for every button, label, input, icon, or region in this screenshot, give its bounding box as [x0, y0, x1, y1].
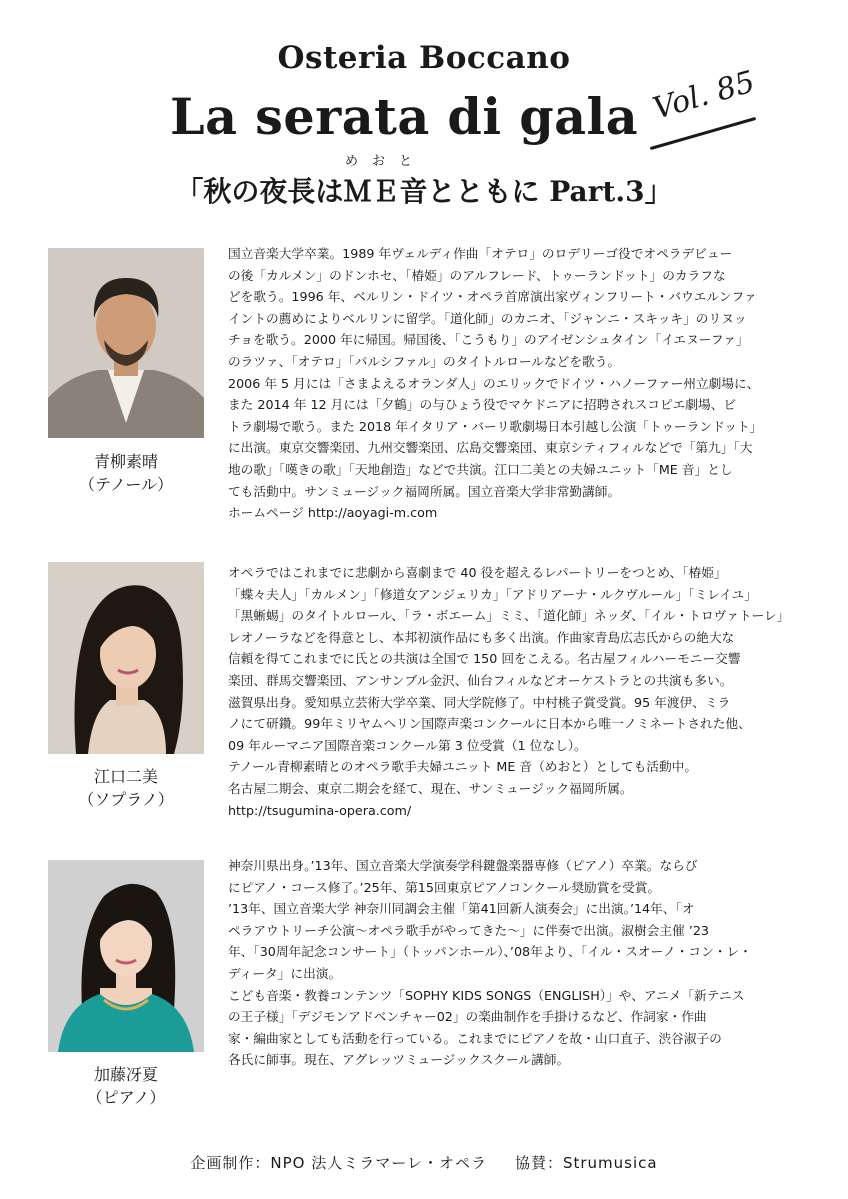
bio-line: ペラアウトリーチ公演～オペラ歌手がやってきた～」に伴奏で出演。淑樹会主催 ’23 [228, 922, 709, 938]
bio-line: ’13年、国立音楽大学 神奈川同調会主催「第41回新人演奏会」に出演。’14年、「オ [228, 901, 695, 917]
bio-line: ノにて研鑽。99年ミリヤムヘリン国際声楽コンクールに日本から唯一ノミネートされた他、 [228, 716, 751, 732]
bio-line: 2006 年 5 月には「さまよえるオランダ人」のエリックでドイツ・ハノーファー州立劇場に、 [228, 375, 760, 391]
portrait-pianist [48, 860, 204, 1052]
performer-name: 加藤冴夏 [93, 1065, 158, 1084]
bio-line: チョを歌う。2000 年に帰国。帰国後、「こうもり」のアイゼンシュタイン「イエヌーファ」 [228, 332, 749, 348]
bio-line: 楽団、群馬交響楽団、アンサンブル金沢、仙台フィルなどオーケストラとの共演も多い。 [228, 672, 733, 688]
footer-credits [0, 1152, 848, 1173]
sponsor-credit: 協賛：Strumusica [514, 1154, 658, 1172]
volume-number: Vol. 85 [649, 64, 759, 127]
bio-line: イントの薦めによりベルリンに留学。「道化師」のカニオ、「ジャンニ・スキッキ」のリヌッ [228, 310, 747, 326]
subtitle-before: 「秋の夜長は [175, 175, 344, 208]
subtitle-ruby: めおと [344, 154, 426, 169]
bio-line: の後「カルメン」のドンホセ、「椿姫」のアルフレード、トゥーランドット」のカラフな [228, 267, 726, 283]
performer-bio [228, 562, 798, 821]
bio-line: にピアノ・コース修了。’25年、第15回東京ピアノコンクール奨励賞を受賞。 [228, 879, 661, 895]
portrait-soprano [48, 562, 204, 754]
performer-bio [228, 243, 798, 524]
portrait-tenor [48, 248, 204, 438]
bio-line: 名古屋二期会、東京二期会を経て、現在、サンミュージック福岡所属。 [228, 780, 633, 796]
bio-line: どを歌う。1996 年、ベルリン・ドイツ・オペラ首席演出家ヴィンフリート・バウエルンファ [228, 289, 757, 305]
bio-line: オペラではこれまでに悲劇から喜劇まで 40 役を超えるレパートリーをつとめ、「椿姫」 [228, 565, 727, 580]
bio-line: 各氏に師事。現在、アグレッツミュージックスクール講師。 [228, 1052, 570, 1068]
bio-line: 「黒蜥蜴」のタイトルロール、「ラ・ボエーム」ミミ、「道化師」ネッダ、「イル・トロヴァトーレ」 [228, 608, 790, 624]
concert-subtitle [0, 154, 848, 210]
performer-bio [228, 855, 798, 1071]
performer-role: （ピアノ） [86, 1088, 166, 1107]
producer-credit: 企画制作：NPO 法人ミラマーレ・オペラ [190, 1154, 487, 1172]
bio-line: 神奈川県出身。’13年、国立音楽大学演奏学科鍵盤楽器専修（ピアノ）卒業。ならび [228, 858, 698, 873]
performer-role: （ソプラノ） [78, 790, 174, 809]
performer-name: 青柳素晴 [93, 452, 158, 471]
performer-role: （テノール） [78, 475, 174, 494]
bio-line: 国立音楽大学卒業。1989 年ヴェルディ作曲「オテロ」のロデリーゴ役でオペラデビュー [228, 246, 733, 261]
event-title: La serata di gala [170, 88, 639, 146]
bio-line: の王子様」「デジモンアドベンチャー02」の楽曲制作を手掛けるなど、作詞家・作曲 [228, 1009, 707, 1025]
performer-name: 江口二美 [93, 767, 158, 786]
bio-line: に出演。東京交響楽団、九州交響楽団、広島交響楽団、東京シティフィルなどで「第九」「大 [228, 440, 753, 456]
bio-line: のラツァ、「オテロ」「パルシファル」のタイトルロールなどを歌う。 [228, 353, 621, 369]
homepage-link[interactable]: ホームページ http://aoyagi-m.com [228, 505, 438, 521]
bio-line: テノール青柳素晴とのオペラ歌手夫婦ユニット ME 音（めおと）としても活動中。 [228, 759, 698, 775]
bio-line: 地の歌」「嘆きの歌」「天地創造」などで共演。江口二美との夫婦ユニット「ME 音」とし [228, 461, 733, 477]
subtitle-me-on [343, 154, 428, 210]
bio-line: 09 年ルーマニア国際音楽コンクール第 3 位受賞（1 位なし）。 [228, 737, 587, 753]
bio-line: ディータ」に出演。 [228, 965, 342, 981]
bio-line: こども音楽・教養コンテンツ「SOPHY KIDS SONGS（ENGLISH）」や、アニメ「新テニス [228, 987, 745, 1003]
bio-line: トラ劇場で歌う。また 2018 年イタリア・バーリ歌劇場日本引越し公演「トゥーランドット」 [228, 418, 763, 434]
homepage-link[interactable]: http://tsugumina-opera.com/ [228, 802, 412, 818]
subtitle-after: とともに Part.3」 [427, 175, 673, 208]
bio-line: 家・編曲家としても活動を行っている。これまでにピアノを故・山口直子、渋谷淑子の [228, 1030, 722, 1046]
bio-line: 年、「30周年記念コンサート」（トッパンホール）、’08年より、「イル・スオーノ・コン・レ・ [228, 944, 752, 960]
venue-name: Osteria Boccano [277, 40, 571, 76]
bio-line: 滋賀県出身。愛知県立芸術大学卒業、同大学院修了。中村桃子賞受賞。95 年渡伊、ミラ [228, 694, 731, 710]
bio-line: レオノーラなどを得意とし、本邦初演作品にも多く出演。作曲家青島広志氏からの絶大な [228, 629, 735, 645]
bio-line: ても活動中。サンミュージック福岡所属。国立音楽大学非常勤講師。 [228, 483, 621, 499]
bio-line: 「蝶々夫人」「カルメン」「修道女アンジェリカ」「アドリアーナ・ルクヴルール」「ミレイユ」 [228, 586, 757, 602]
bio-line: 信頼を得てこれまでに氏との共演は全国で 150 回をこえる。名古屋フィルハーモニー交響 [228, 651, 741, 667]
bio-line: また 2014 年 12 月には「夕鶴」の与ひょう役でマケドニアに招聘されスコピエ劇場、ビ [228, 397, 737, 413]
subtitle-me: ＭＥ音 [343, 175, 428, 208]
